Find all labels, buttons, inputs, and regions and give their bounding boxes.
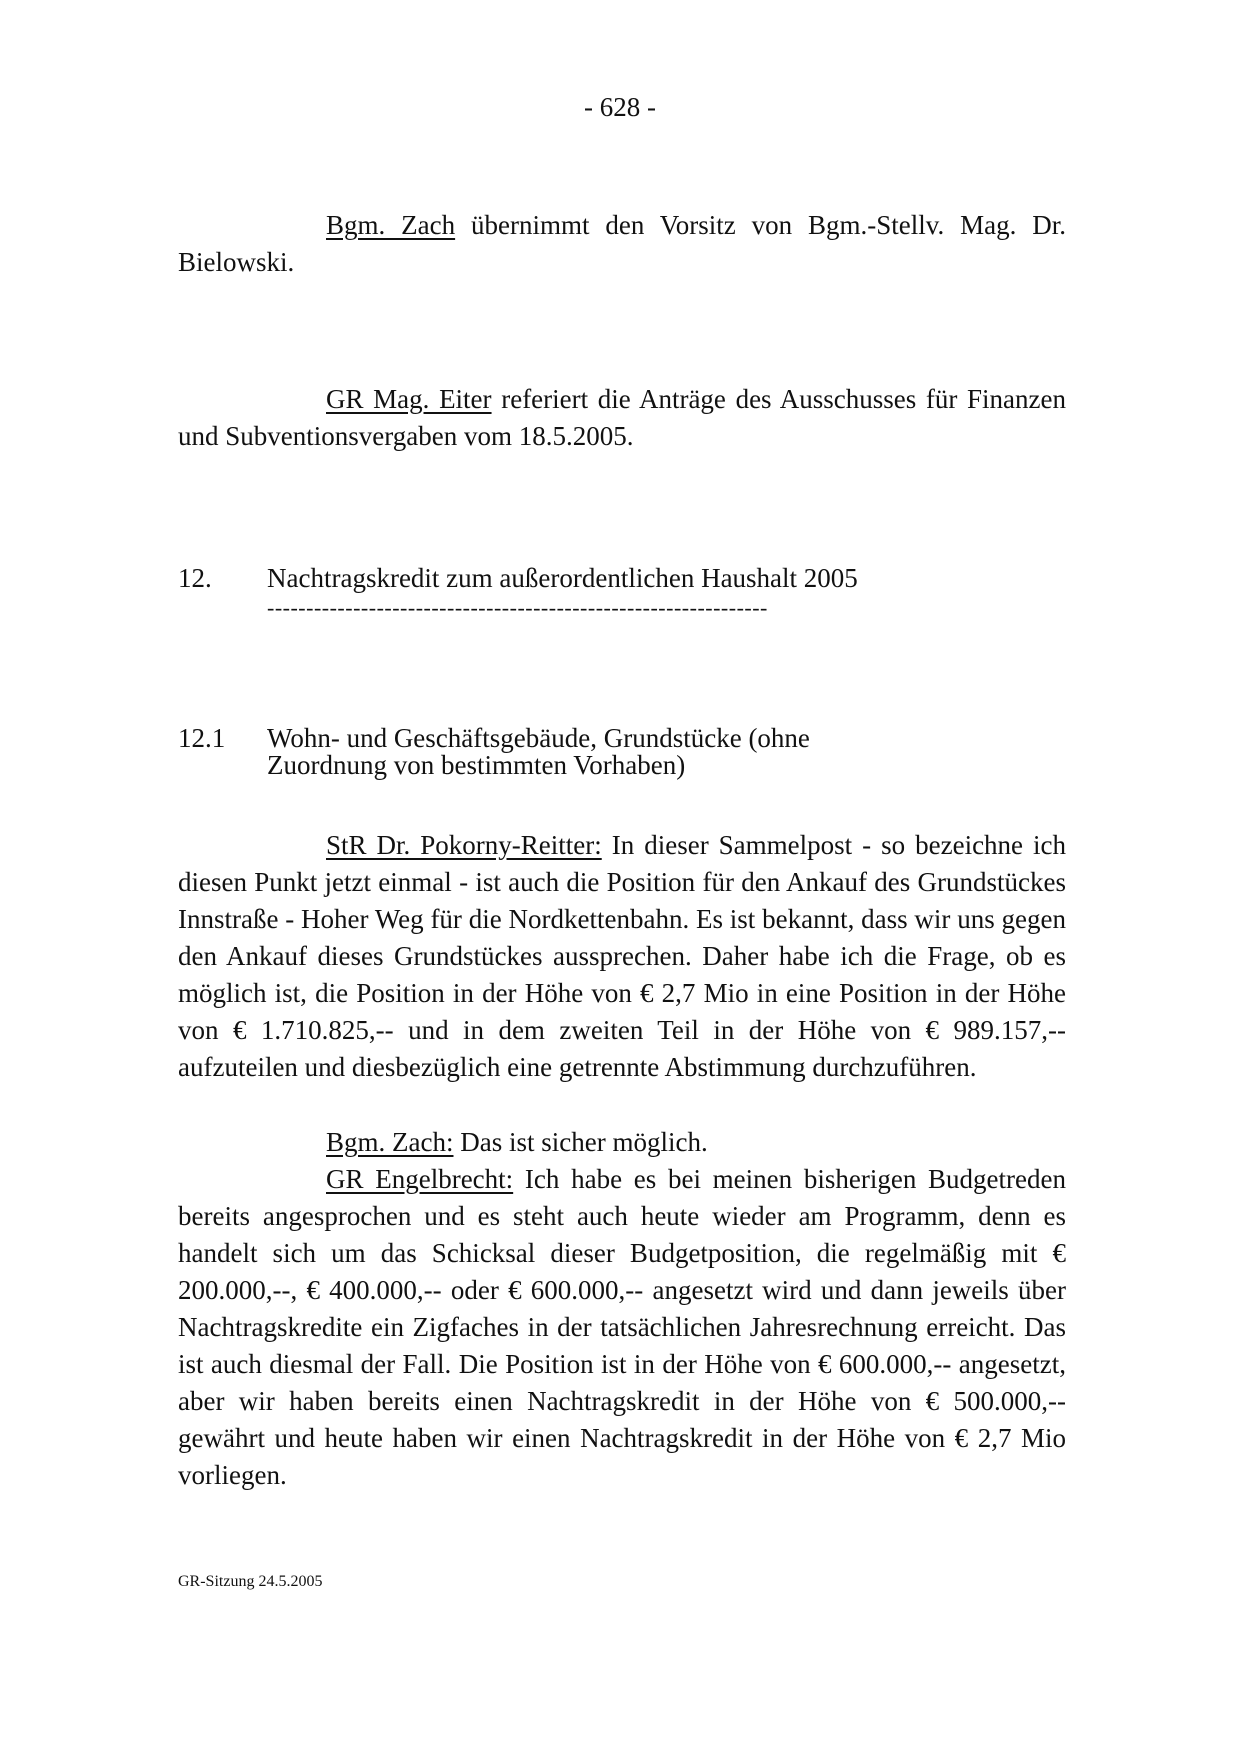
subsection-heading [178,725,907,779]
statement-text: Das ist sicher möglich. [460,1127,708,1157]
subsection-number: 12.1 [178,723,226,753]
paragraph-text: referiert die Anträge des Ausschusses für Finanzen und Subventionsvergaben vom 18.5.2005. [178,384,1066,451]
section-title: Nachtragskredit zum außerordentlichen Haushalt 2005 [267,563,858,593]
page-footer: GR-Sitzung 24.5.2005 [178,1573,323,1590]
intro-paragraph [178,207,1066,281]
statement-text: Ich habe es bei meinen bisherigen Budgetreden bereits angesprochen und es steht auch heute wieder am Programm, denn es handelt sich um das Schicksal dieser Budgetposition, die regelmäßig mit € 200.000,--, € 400.000,-- oder € 600.000,-- angesetzt wird und dann jeweils über Nachtragskredite ein Zigfaches in der tatsächlichen Jahresrechnung erreicht. Das ist auch diesmal der Fall. Die Position ist in der Höhe von € 600.000,-- angesetzt, aber wir haben bereits einen Nachtragskredit in der Höhe von € 500.000,-- gewährt und heute haben wir einen Nachtragskredit in der Höhe von € 2,7 Mio vorliegen. [178,1164,1067,1490]
section-underline: ---------------------------------------------------------------- [267,598,768,618]
statement-zach [178,1124,1066,1161]
statement-pokorny-reitter [178,827,1066,1086]
section-heading [178,560,1066,597]
statement-text: In dieser Sammelpost - so bezeichne ich diesen Punkt jetzt einmal - ist auch die Position für den Ankauf des Grundstückes Innstraße - Hoher Weg für die Nordkettenbahn. Es ist bekannt, dass wir uns gegen den Ankauf dieses Grundstückes aussprechen. Daher habe ich die Frage, ob es möglich ist, die Position in der Höhe von € 2,7 Mio in eine Position in der Höhe von € 1.710.825,-- und in dem zweiten Teil in der Höhe von € 989.157,-- aufzuteilen und diesbezüglich eine getrennte Abstimmung durchzuführen. [178,830,1067,1082]
section-number: 12. [178,563,212,593]
statement-engelbrecht [178,1161,1066,1494]
speaker-name: GR Engelbrecht: [326,1164,514,1194]
speaker-name: StR Dr. Pokorny-Reitter: [326,830,602,860]
speaker-name: Bgm. Zach [326,210,456,240]
paragraph-text: übernimmt den Vorsitz von Bgm.-Stellv. Mag. Dr. Bielowski. [178,210,1066,277]
subsection-title: Wohn- und Geschäftsgebäude, Grundstücke (ohne Zuordnung von bestimmten Vorhaben) [267,723,810,780]
referral-paragraph [178,381,1066,455]
page-number: - 628 - [584,92,656,122]
speaker-name: Bgm. Zach: [326,1127,454,1157]
speaker-name: GR Mag. Eiter [326,384,492,414]
